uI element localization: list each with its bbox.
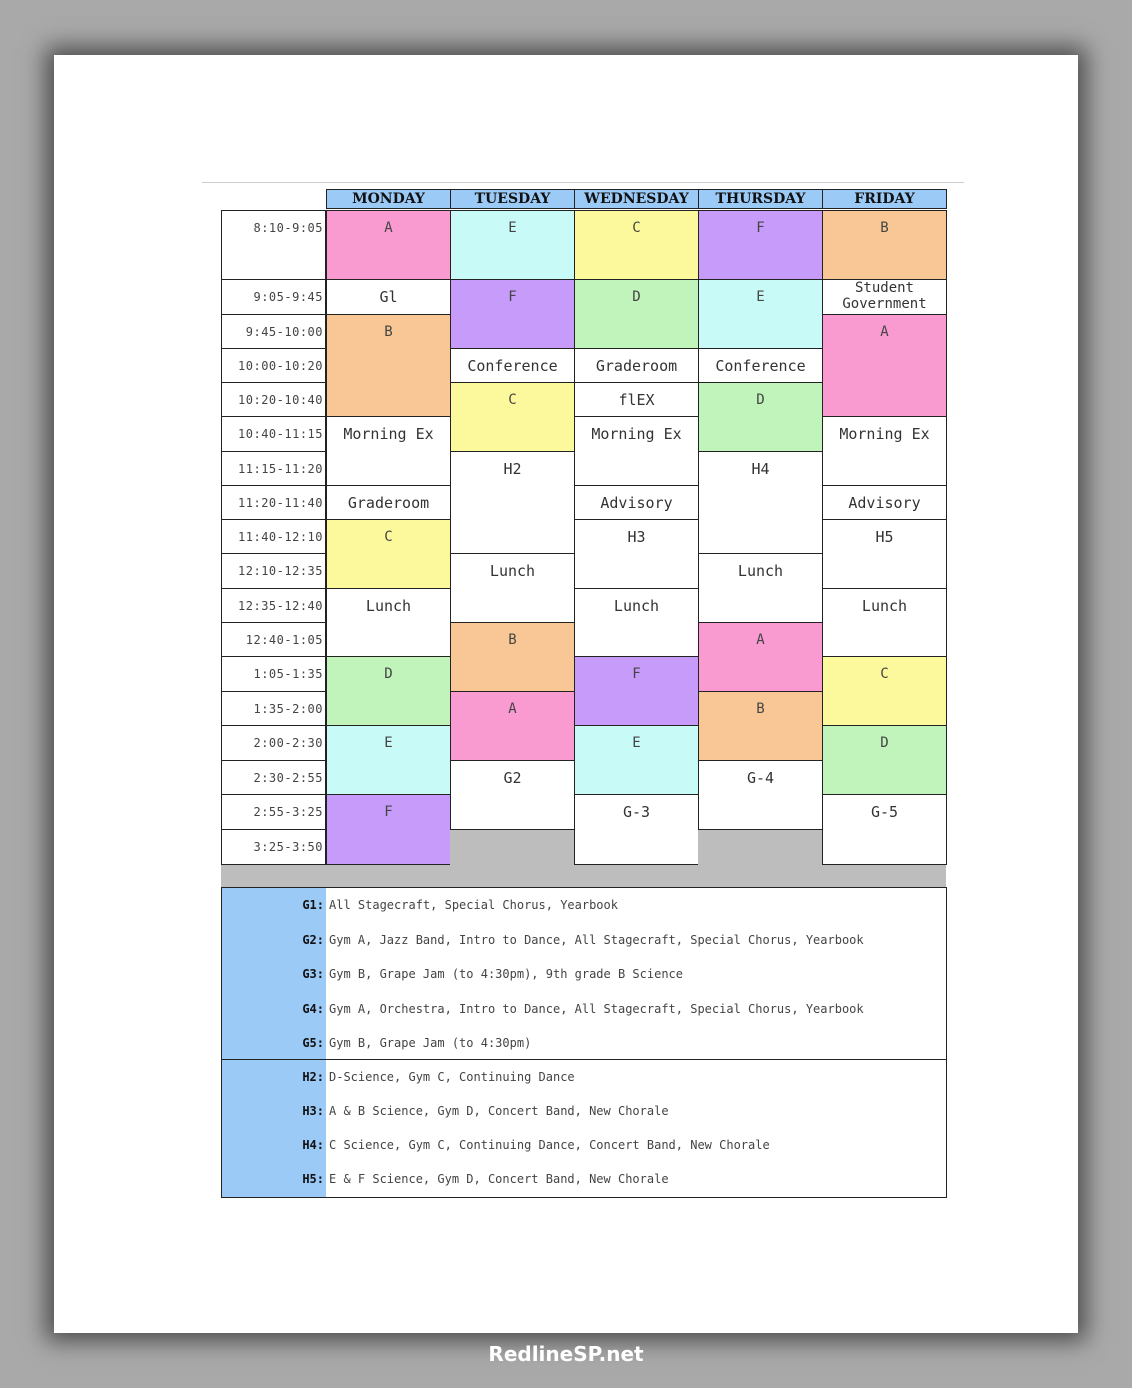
time-slot-label: 8:10-9:05 [222, 211, 325, 280]
schedule-block: Conference [450, 348, 575, 383]
time-slot-label: 11:20-11:40 [222, 486, 325, 520]
legend-row [222, 1101, 946, 1121]
schedule-block: Lunch [822, 588, 947, 657]
schedule-block: A [822, 314, 947, 417]
time-slot-label: 9:05-9:45 [222, 280, 325, 315]
legend-key: G5: [302, 1036, 324, 1050]
schedule-block: A [326, 210, 451, 280]
schedule-block: F [326, 794, 451, 865]
schedule-block: G2 [450, 760, 575, 830]
legend-key: H5: [302, 1172, 324, 1186]
schedule-block: G-3 [574, 794, 699, 865]
legend-description: All Stagecraft, Special Chorus, Yearbook [329, 898, 618, 912]
schedule-block: E [698, 279, 823, 349]
schedule-block: B [326, 314, 451, 417]
time-slot-label: 11:40-12:10 [222, 520, 325, 554]
legend-row [222, 1135, 946, 1155]
schedule-block: B [822, 210, 947, 280]
schedule-block: E [326, 725, 451, 795]
schedule-block: D [574, 279, 699, 349]
legend-key: G4: [302, 1001, 324, 1016]
time-slot-label: 12:35-12:40 [222, 589, 325, 623]
top-rule [202, 182, 964, 183]
legend-row [222, 930, 946, 950]
schedule-block: flEX [574, 382, 699, 417]
schedule-block: Gl [326, 279, 451, 315]
schedule-block: Student Government [822, 279, 947, 315]
time-slot-label: 1:35-2:00 [222, 692, 325, 726]
schedule-block: Advisory [574, 485, 699, 520]
time-slot-label: 2:55-3:25 [222, 795, 325, 830]
schedule-block: G-4 [698, 760, 823, 830]
schedule-block: F [698, 210, 823, 280]
schedule-block: A [450, 691, 575, 761]
schedule-block: D [326, 656, 451, 726]
day-header-friday: FRIDAY [822, 189, 947, 209]
day-header-tuesday: TUESDAY [450, 189, 575, 209]
schedule-block: C [822, 656, 947, 726]
time-slot-label: 11:15-11:20 [222, 452, 325, 486]
g-block-legend [221, 887, 947, 1060]
h-block-legend [221, 1059, 947, 1198]
schedule-block: Graderoom [574, 348, 699, 383]
schedule-block: H4 [698, 451, 823, 554]
schedule-block: C [574, 210, 699, 280]
time-column [221, 210, 326, 865]
legend-key: H3: [302, 1104, 324, 1118]
legend-key: G2: [302, 932, 324, 947]
legend-row [222, 999, 946, 1019]
day-header-monday: MONDAY [326, 189, 451, 209]
schedule-block: D [822, 725, 947, 795]
legend-row [222, 1067, 946, 1087]
time-slot-label: 10:20-10:40 [222, 383, 325, 417]
legend-description: D-Science, Gym C, Continuing Dance [329, 1070, 575, 1084]
schedule-block: C [450, 382, 575, 452]
schedule-block: Conference [698, 348, 823, 383]
legend-description: Gym A, Orchestra, Intro to Dance, All Stagecraft, Special Chorus, Yearbook [329, 1001, 864, 1016]
schedule-block: F [574, 656, 699, 726]
legend-description: Gym B, Grape Jam (to 4:30pm) [329, 1036, 532, 1050]
legend-key: G1: [302, 898, 324, 912]
legend-row [222, 1033, 946, 1053]
legend-description: A & B Science, Gym D, Concert Band, New Chorale [329, 1104, 669, 1118]
time-slot-label: 9:45-10:00 [222, 315, 325, 349]
legend-description: Gym A, Jazz Band, Intro to Dance, All Stagecraft, Special Chorus, Yearbook [329, 932, 864, 947]
schedule-block: H5 [822, 519, 947, 589]
separator-bar [221, 865, 946, 887]
legend-description: C Science, Gym C, Continuing Dance, Concert Band, New Chorale [329, 1138, 770, 1152]
legend-row [222, 895, 946, 915]
schedule-block: Advisory [822, 485, 947, 520]
schedule-block: B [450, 622, 575, 692]
day-header-thursday: THURSDAY [698, 189, 823, 209]
schedule-block: E [574, 725, 699, 795]
day-header-wednesday: WEDNESDAY [574, 189, 699, 209]
schedule-block: B [698, 691, 823, 761]
schedule-block: Lunch [574, 588, 699, 657]
schedule-block: C [326, 519, 451, 589]
schedule-block: A [698, 622, 823, 692]
schedule-block: G-5 [822, 794, 947, 865]
schedule-block: H3 [574, 519, 699, 589]
time-slot-label: 10:40-11:15 [222, 417, 325, 452]
schedule-block: H2 [450, 451, 575, 554]
schedule-block: F [450, 279, 575, 349]
legend-key: H2: [302, 1070, 324, 1084]
legend-row [222, 1169, 946, 1189]
legend-key: H4: [302, 1138, 324, 1152]
time-slot-label: 2:00-2:30 [222, 726, 325, 761]
time-slot-label: 12:10-12:35 [222, 554, 325, 589]
time-slot-label: 12:40-1:05 [222, 623, 325, 657]
schedule-block: Morning Ex [574, 416, 699, 486]
legend-row [222, 964, 946, 984]
schedule-block: Lunch [326, 588, 451, 657]
time-slot-label: 3:25-3:50 [253, 840, 323, 854]
schedule-block: Morning Ex [326, 416, 451, 486]
time-slot-label: 2:30-2:55 [222, 761, 325, 795]
schedule-block: E [450, 210, 575, 280]
schedule-block: Graderoom [326, 485, 451, 520]
time-slot-label: 10:00-10:20 [222, 349, 325, 383]
legend-description: Gym B, Grape Jam (to 4:30pm), 9th grade B Science [329, 967, 684, 981]
legend-description: E & F Science, Gym D, Concert Band, New Chorale [329, 1172, 669, 1186]
time-slot-label: 1:05-1:35 [222, 657, 325, 692]
schedule-block: Lunch [698, 553, 823, 623]
watermark: RedlineSP.net [488, 1342, 644, 1366]
schedule-block: Morning Ex [822, 416, 947, 486]
legend-key: G3: [302, 967, 324, 981]
schedule-block: Lunch [450, 553, 575, 623]
schedule-block: D [698, 382, 823, 452]
